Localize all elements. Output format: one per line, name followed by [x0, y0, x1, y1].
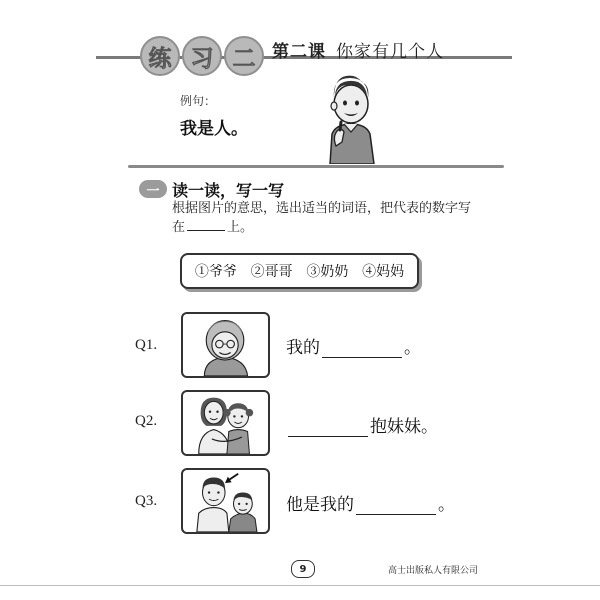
mother-holding-sister-illustration: [183, 392, 268, 454]
question-3-answer-blank[interactable]: [356, 496, 436, 515]
word-option-2: ②哥哥: [250, 264, 293, 280]
brothers-illustration: [183, 470, 268, 532]
example-sentence: 我是人。: [180, 119, 248, 139]
instruction-before: 根据图片的意思，选出适当的词语，把代表的数字写在: [172, 201, 472, 235]
question-1-text-before: 我的: [286, 338, 320, 358]
page-number: 9: [291, 560, 315, 578]
question-3-sentence: [286, 490, 455, 515]
exercise-tag-char-3: 二: [224, 36, 264, 76]
boy-pointing-illustration: [322, 72, 378, 164]
question-1-answer-blank[interactable]: [322, 339, 402, 358]
grandmother-illustration: [183, 314, 268, 376]
question-2-sentence: [286, 412, 438, 437]
question-1-picture: [181, 312, 270, 378]
word-option-3: ③奶奶: [306, 264, 349, 280]
question-1-sentence: [286, 333, 421, 358]
question-1-label: Q1.: [135, 337, 158, 353]
instruction-text: [172, 199, 472, 237]
question-2-picture: [181, 390, 270, 456]
word-bank: [180, 253, 419, 289]
question-1-text-after: 。: [404, 338, 421, 358]
lesson-label: 第二课: [272, 42, 326, 62]
question-2-answer-blank[interactable]: [288, 418, 368, 437]
example-label: 例句：: [180, 94, 217, 108]
section-divider: [128, 165, 504, 168]
question-3-picture: [181, 468, 270, 534]
instruction-blank: [187, 218, 225, 231]
publisher-name: 高士出版私人有限公司: [388, 566, 479, 576]
section-title: 读一读，写一写: [172, 181, 285, 200]
word-option-4: ④妈妈: [362, 264, 405, 280]
question-2-label: Q2.: [135, 413, 158, 429]
exercise-tag-char-2: 习: [182, 36, 222, 76]
instruction-after: 上。: [227, 220, 254, 235]
exercise-tag-char-1: 练: [140, 36, 180, 76]
question-2-text-after: 抱妹妹。: [370, 417, 438, 437]
lesson-title: [272, 37, 444, 62]
footer-rule: [0, 585, 600, 586]
lesson-name: 你家有几个人: [336, 42, 444, 62]
word-option-1: ①爷爷: [194, 264, 237, 280]
question-3-text-before: 他是我的: [286, 495, 354, 515]
question-3-text-after: 。: [438, 495, 455, 515]
question-3-label: Q3.: [135, 493, 158, 509]
section-number-badge: 一: [139, 180, 167, 198]
